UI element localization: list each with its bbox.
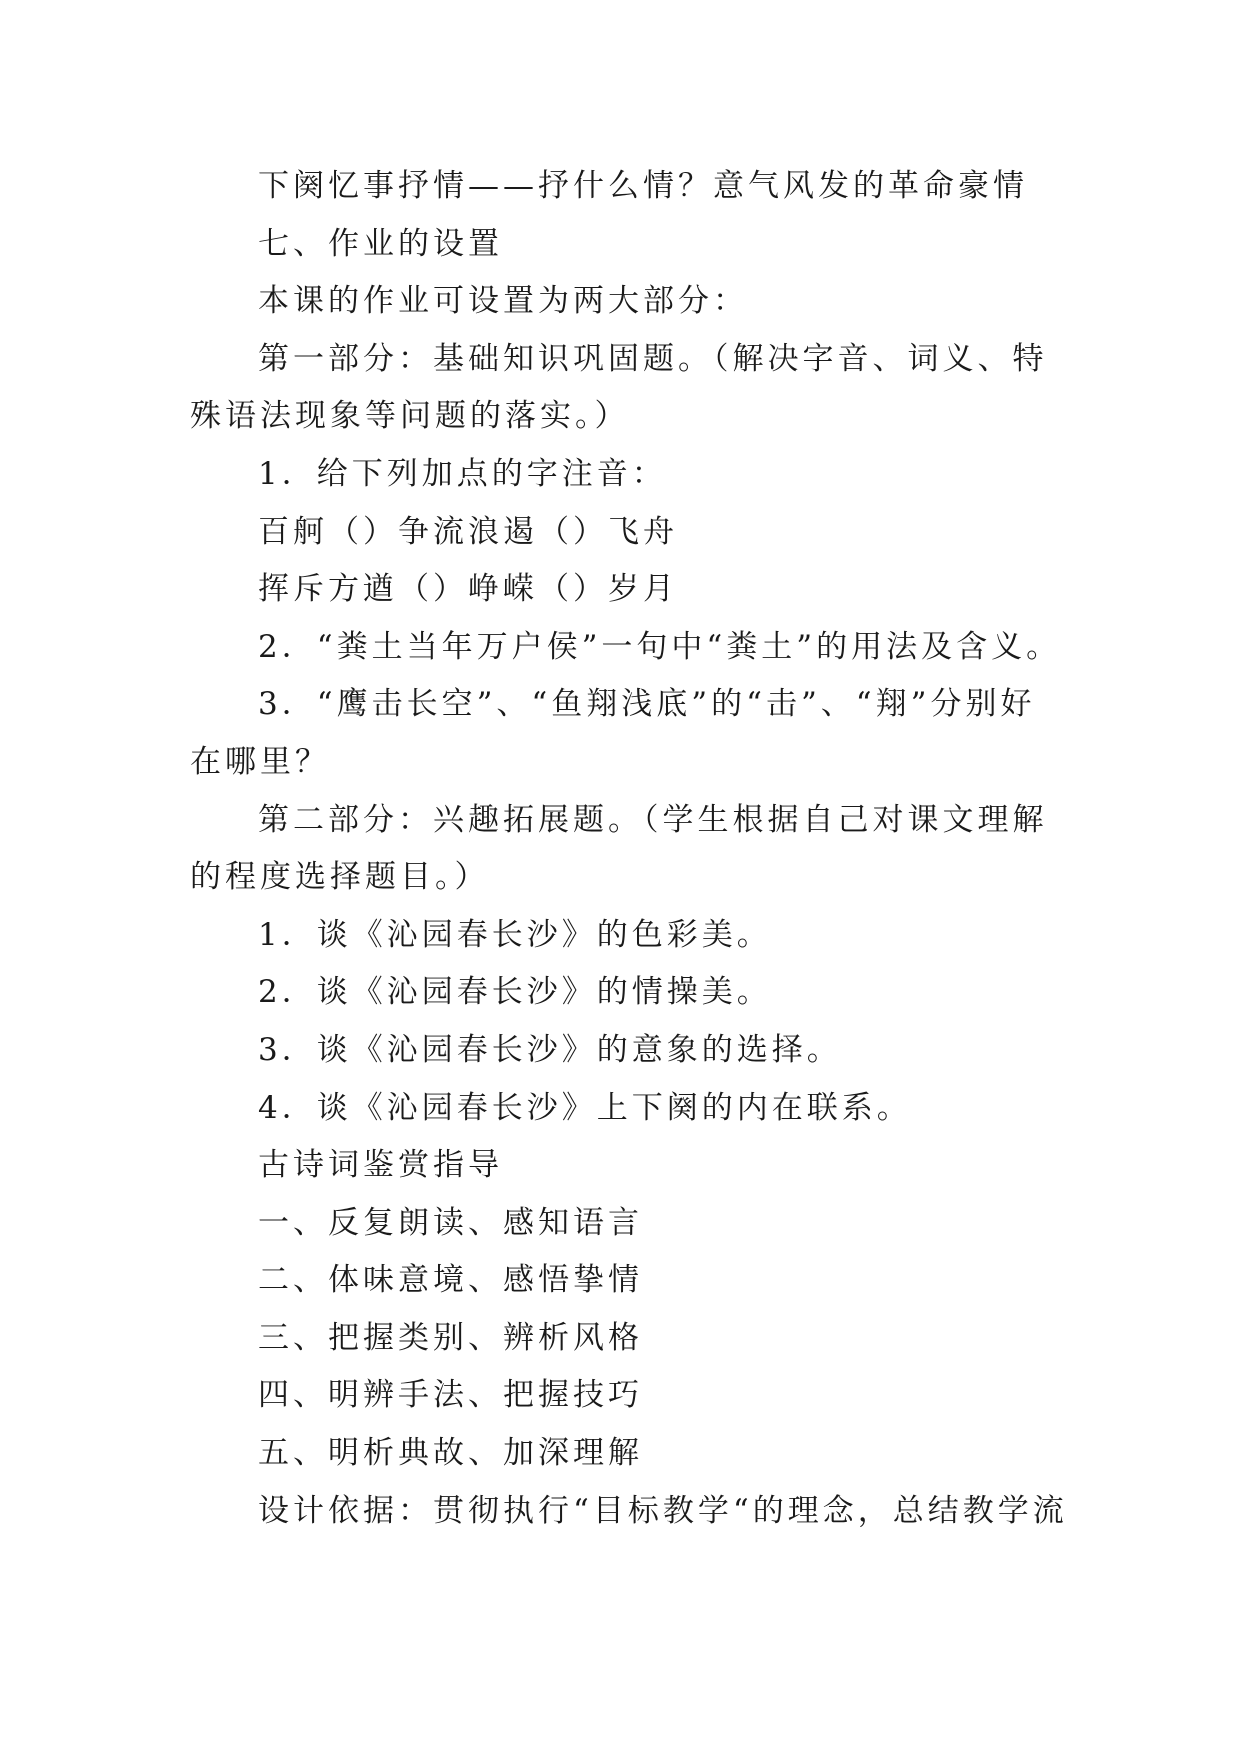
question-2: 2．“粪土当年万户侯”一句中“粪土”的用法及含义。	[258, 628, 1062, 665]
extension-item-4: 4．谈《沁园春长沙》上下阕的内在联系。	[258, 1089, 912, 1126]
part-two-paragraph: 第二部分：兴趣拓展题。（学生根据自己对课文理解的程度选择题目。）	[190, 801, 1048, 896]
paragraph-3: 本课的作业可设置为两大部分：	[258, 283, 748, 320]
extension-item-3: 3．谈《沁园春长沙》的意象的选择。	[258, 1031, 842, 1068]
poetry-tip-5: 五、明析典故、加深理解	[258, 1435, 643, 1472]
question-1-line-b: 挥斥方遒（）峥嵘（）岁月	[258, 571, 678, 608]
question-1: 1．给下列加点的字注音：	[258, 455, 667, 492]
section-heading-poetry: 古诗词鉴赏指导	[258, 1147, 503, 1184]
question-1-line-a: 百舸（）争流浪遏（）飞舟	[258, 513, 678, 550]
paragraph-1: 下阕忆事抒情——抒什么情？意气风发的革命豪情	[258, 168, 1028, 204]
design-basis-paragraph: 设计依据：贯彻执行“目标教学“的理念，总结教学流	[258, 1492, 1068, 1529]
poetry-tip-2: 二、体味意境、感悟挚情	[258, 1262, 643, 1299]
section-heading-homework: 七、作业的设置	[258, 225, 503, 262]
extension-item-2: 2．谈《沁园春长沙》的情操美。	[258, 974, 772, 1011]
extension-item-1: 1．谈《沁园春长沙》的色彩美。	[258, 916, 772, 953]
question-3: 3．“鹰击长空”、“鱼翔浅底”的“击”、“翔”分别好在哪里？	[190, 686, 1036, 780]
poetry-tip-4: 四、明辨手法、把握技巧	[258, 1377, 643, 1414]
poetry-tip-3: 三、把握类别、辨析风格	[258, 1319, 643, 1356]
poetry-tip-1: 一、反复朗读、感知语言	[258, 1204, 643, 1241]
document-body	[190, 158, 1068, 1540]
part-one-paragraph: 第一部分：基础知识巩固题。（解决字音、词义、特殊语法现象等问题的落实。）	[190, 340, 1048, 435]
